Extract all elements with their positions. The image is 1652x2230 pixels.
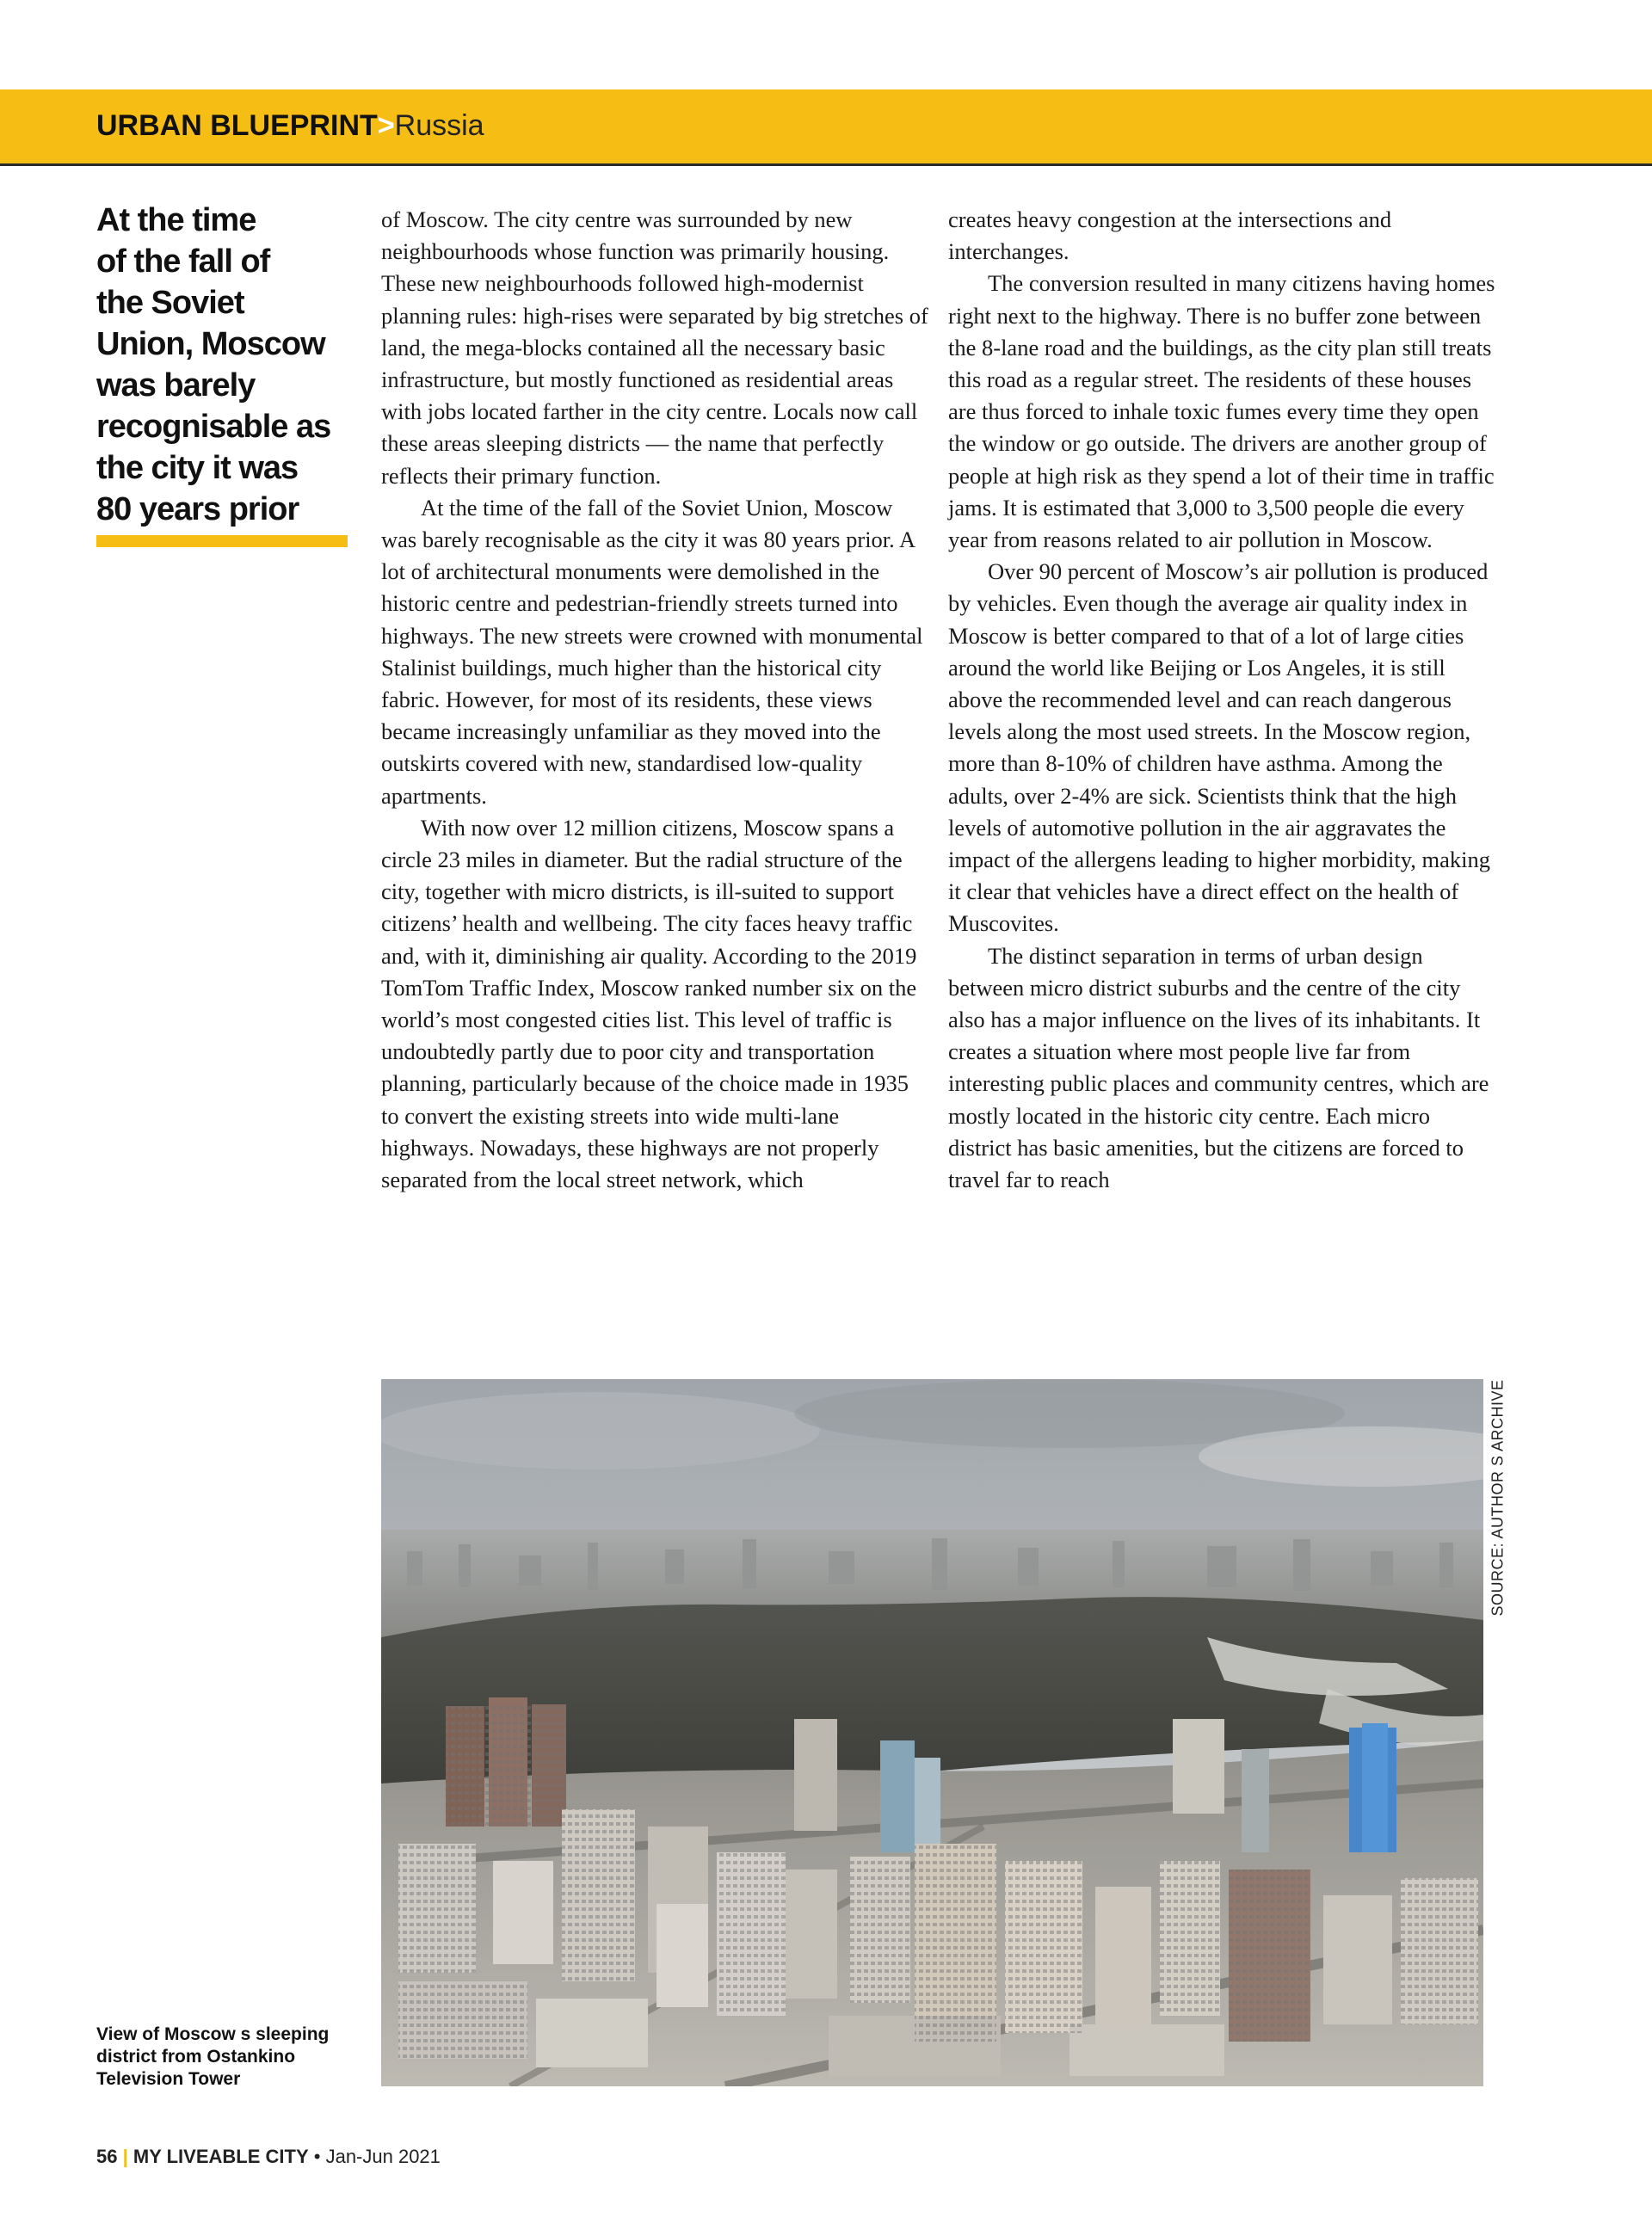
body-paragraph: The distinct separation in terms of urban design between micro district suburbs and the centre of the city also has a major influence on the lives of its inhabitants. It creates a situation where most people live far from interesting public places and community centres, which are mostly located in the historic city centre. Each micro district has basic amenities, but the citizens are forced to travel far to reach — [948, 942, 1489, 1193]
pull-quote-line: the city it was — [96, 450, 299, 486]
body-paragraph: At the time of the fall of the Soviet Union, Moscow was barely recognisable as the city it was 80 years prior. A lot of architectural monuments were demolished in the historic centre and pedestrian-friendly streets turned into highways. The new streets were crowned with monumental Stalinist buildings, much higher than the historical city fabric. However, for most of its residents, these views became increasingly unfamiliar as they moved into the outskirts covered with new, standardised low-quality apartments. — [381, 494, 923, 809]
body-paragraph: of Moscow. The city centre was surrounded by new neighbourhoods whose function was primarily housing. These new neighbourhoods followed high-modernist planning rules: high-rises were separated by big stretches of land, the mega-blocks contained all the necessary basic infrastructure, but mostly functioned as residential areas with jobs located farther in the city centre. Locals now call these areas sleeping districts — the name that perfectly reflects their primary function. — [381, 206, 928, 489]
page-number: 56 — [96, 2146, 118, 2167]
pull-quote-line: At the time — [96, 202, 256, 238]
photo-caption: View of Moscow s sleeping district from Ostankino Television Tower — [96, 2024, 330, 2089]
body-column-2 — [948, 204, 1499, 1196]
section-separator: > — [377, 109, 395, 142]
body-paragraph: With now over 12 million citizens, Moscow spans a circle 23 miles in diameter. But the radial structure of the city, together with micro districts, is ill-suited to support citizens’ health and wellbeing. The city faces heavy traffic and, with it, diminishing air quality. According to the 2019 TomTom Traffic Index, Moscow ranked number six on the world’s most congested cities list. This level of traffic is undoubtedly partly due to poor city and transportation planning, particularly because of the choice made in 1935 to convert the existing streets into wide multi-lane highways. Nowadays, these highways are not properly separated from the local street network, which — [381, 814, 917, 1193]
footer-bullet: • — [313, 2146, 321, 2167]
body-paragraph: creates heavy congestion at the intersections and interchanges. — [948, 206, 1392, 265]
pull-quote-line: 80 years prior — [96, 491, 299, 527]
section-heading — [96, 108, 484, 143]
section-name: URBAN BLUEPRINT — [96, 109, 378, 142]
magazine-name: MY LIVEABLE CITY — [133, 2146, 309, 2167]
body-paragraph: Over 90 percent of Moscow’s air pollution is produced by vehicles. Even though the average air quality index in Moscow is better compared to that of a lot of large cities around the world like Beijing or Los Angeles, it is still above the recommended level and can reach dangerous levels along the most used streets. In the Moscow region, more than 8-10% of children have asthma. Among the adults, over 2-4% are sick. Scientists think that the high levels of automotive pollution in the air aggravates the impact of the allergens leading to higher morbidity, making it clear that vehicles have a direct effect on the health of Muscovites. — [948, 558, 1490, 937]
body-column-1 — [381, 204, 932, 1196]
pull-quote-rule — [96, 535, 348, 547]
pull-quote-line: the Soviet — [96, 285, 244, 321]
page-footer — [96, 2146, 441, 2168]
pull-quote-line: was barely — [96, 367, 256, 403]
photo-credit — [1487, 1379, 1509, 1617]
pull-quote-line: recognisable as — [96, 409, 331, 445]
issue-date: Jan-Jun 2021 — [325, 2146, 441, 2167]
aerial-city-illustration — [381, 1379, 1483, 2086]
footer-divider: | — [122, 2146, 128, 2167]
city-photo — [381, 1379, 1483, 2086]
body-paragraph: The conversion resulted in many citizens having homes right next to the highway. There is no buffer zone between the 8-lane road and the buildings, as the city plan still treats this road as a regular street. The residents of these houses are thus forced to inhale toxic fumes every time they open the window or go outside. The drivers are another group of people at high risk as they spend a lot of their time in traffic jams. It is estimated that 3,000 to 3,500 people die every year from reasons related to air pollution in Moscow. — [948, 270, 1495, 553]
pull-quote-line: of the fall of — [96, 243, 270, 280]
pull-quote-line: Union, Moscow — [96, 326, 325, 362]
section-topic: Russia — [394, 109, 484, 142]
section-banner — [0, 89, 1652, 166]
photo-credit-text: SOURCE: AUTHOR S ARCHIVE — [1489, 1379, 1507, 1617]
pull-quote — [96, 200, 354, 530]
